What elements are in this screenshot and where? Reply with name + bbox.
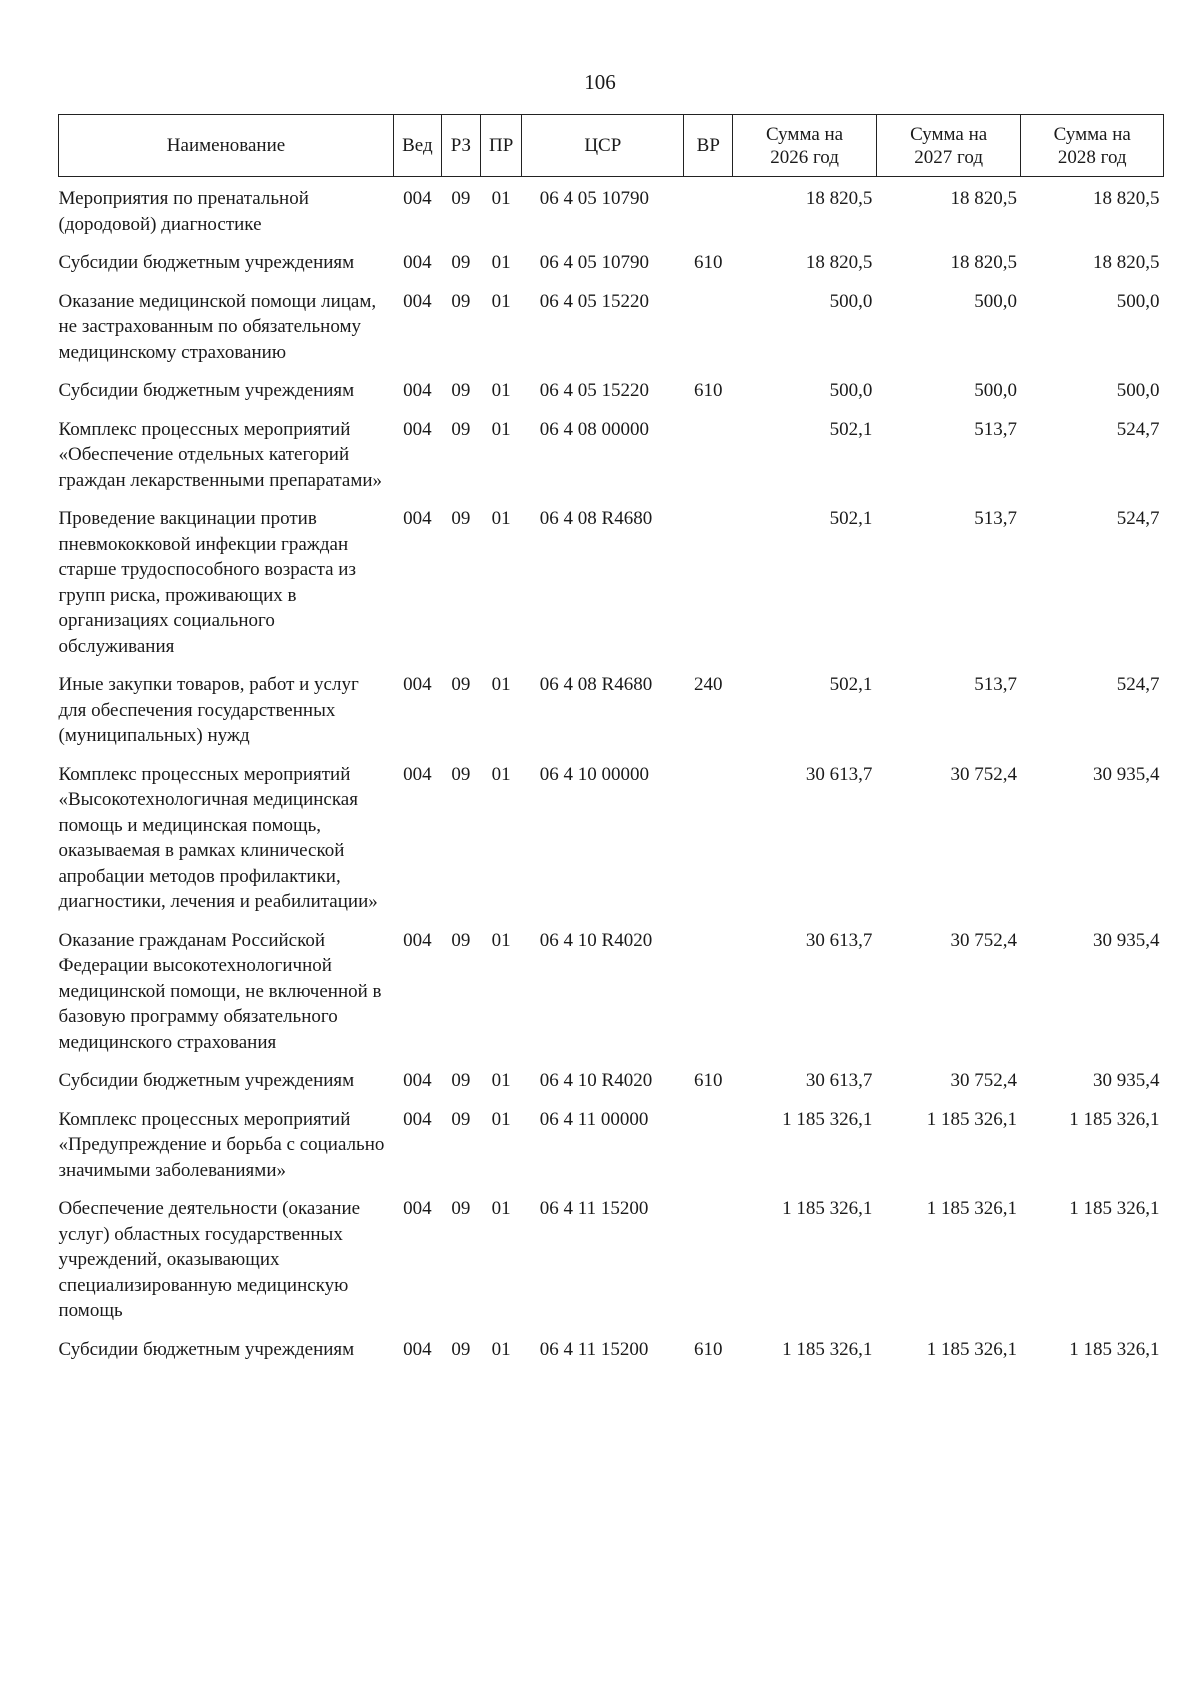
- row-sum-2028-cell: 524,7: [1116, 674, 1160, 695]
- header-rz: РЗ: [441, 115, 480, 177]
- row-sum-2027-cell: 30 752,4: [950, 763, 1017, 785]
- row-sum-2027-cell: 30 752,4: [950, 1070, 1017, 1091]
- row-sum-2026-cell: 30 613,7: [805, 763, 873, 785]
- row-name-cell: Комплекс процессных мероприятий «Предупреждение и борьба с социально значимыми заболеваниями»: [58, 1108, 385, 1181]
- row-sum-2028-cell: 1 185 326,1: [1069, 1198, 1160, 1219]
- table-row: [59, 1098, 1164, 1188]
- row-ved-cell: 004: [403, 674, 432, 695]
- row-name-cell: Субсидии бюджетным учреждениям: [58, 1338, 355, 1360]
- row-ved-cell: 004: [403, 252, 432, 273]
- row-rz-cell: 09: [451, 252, 471, 273]
- row-sum-2026-cell: 502,1: [829, 674, 873, 695]
- row-ved-cell: 004: [403, 763, 432, 785]
- row-rz-cell: 09: [451, 674, 471, 695]
- row-ved-cell: 004: [403, 290, 432, 312]
- row-ved-cell: 004: [403, 380, 432, 401]
- header-ved: Вед: [393, 115, 441, 177]
- row-csr-cell: 06 4 08 R4680: [539, 508, 653, 529]
- header-sum-2027: [876, 115, 1021, 177]
- row-rz-cell: 09: [451, 1070, 471, 1091]
- row-pr-cell: 01: [491, 1198, 511, 1219]
- row-vr-cell: [684, 753, 733, 919]
- header-vr: ВР: [684, 115, 733, 177]
- row-sum-2028-cell: 500,0: [1116, 290, 1160, 312]
- row-ved-cell: 004: [403, 508, 432, 529]
- row-vr-cell: [684, 1187, 733, 1328]
- row-name-cell: Мероприятия по пренатальной (дородовой) диагностике: [58, 188, 309, 235]
- row-name-cell: Оказание гражданам Российской Федерации высокотехнологичной медицинской помощи, не включенной в базовую программу обязательного медицинского страхования: [58, 929, 382, 1053]
- row-sum-2028-cell: 1 185 326,1: [1069, 1108, 1160, 1130]
- row-sum-2027-cell: 18 820,5: [950, 252, 1017, 273]
- row-sum-2028-cell: 30 935,4: [1093, 1070, 1160, 1091]
- row-csr-cell: 06 4 08 R4680: [539, 674, 653, 695]
- row-pr-cell: 01: [491, 1338, 511, 1360]
- row-name-cell: Комплекс процессных мероприятий «Обеспечение отдельных категорий граждан лекарственными препаратами»: [58, 418, 383, 491]
- row-pr-cell: 01: [491, 929, 511, 951]
- row-sum-2026-cell: 502,1: [829, 418, 873, 440]
- table-row: [59, 369, 1164, 408]
- row-sum-2026-cell: 1 185 326,1: [782, 1338, 873, 1360]
- row-vr-cell: [684, 1098, 733, 1188]
- header-sum-2026-line1: Сумма на: [765, 123, 844, 145]
- header-csr: ЦСР: [522, 115, 684, 177]
- row-vr-cell: 610: [694, 1338, 723, 1360]
- table-body: [59, 177, 1164, 1367]
- row-pr-cell: 01: [491, 1108, 511, 1130]
- row-pr-cell: 01: [491, 252, 511, 273]
- row-ved-cell: 004: [403, 929, 432, 951]
- row-pr-cell: 01: [491, 508, 511, 529]
- row-sum-2027-cell: 513,7: [974, 418, 1017, 440]
- table-row: [59, 241, 1164, 280]
- header-sum-2028-line2: 2028 год: [1057, 146, 1127, 168]
- header-pr: ПР: [480, 115, 521, 177]
- row-sum-2027-cell: 30 752,4: [950, 929, 1017, 951]
- row-vr-cell: 240: [694, 674, 723, 695]
- row-ved-cell: 004: [403, 418, 432, 440]
- row-csr-cell: 06 4 05 15220: [539, 290, 650, 312]
- table-header-row: [59, 115, 1164, 177]
- row-rz-cell: 09: [451, 929, 471, 951]
- row-sum-2026-cell: 1 185 326,1: [782, 1108, 873, 1130]
- row-pr-cell: 01: [491, 188, 511, 209]
- row-sum-2027-cell: 1 185 326,1: [926, 1108, 1017, 1130]
- row-csr-cell: 06 4 10 R4020: [539, 929, 653, 951]
- row-csr-cell: 06 4 05 10790: [539, 188, 650, 209]
- row-sum-2026-cell: 30 613,7: [805, 1070, 873, 1091]
- row-sum-2028-cell: 18 820,5: [1093, 188, 1160, 209]
- row-sum-2028-cell: 500,0: [1116, 380, 1160, 401]
- row-name-cell: Субсидии бюджетным учреждениям: [58, 252, 355, 273]
- row-sum-2026-cell: 500,0: [829, 290, 873, 312]
- row-ved-cell: 004: [403, 1338, 432, 1360]
- row-csr-cell: 06 4 08 00000: [539, 418, 650, 440]
- header-sum-2026: [733, 115, 877, 177]
- header-sum-2027-line1: Сумма на: [910, 123, 988, 145]
- row-csr-cell: 06 4 05 10790: [539, 252, 650, 273]
- row-pr-cell: 01: [491, 763, 511, 785]
- row-name-cell: Оказание медицинской помощи лицам, не застрахованным по обязательному медицинскому страхованию: [58, 290, 377, 363]
- row-csr-cell: 06 4 10 R4020: [539, 1070, 653, 1091]
- row-rz-cell: 09: [451, 188, 471, 209]
- row-name-cell: Проведение вакцинации против пневмококковой инфекции граждан старше трудоспособного возраста из групп риска, проживающих в организациях социального обслуживания: [58, 508, 356, 657]
- row-sum-2028-cell: 524,7: [1116, 508, 1160, 529]
- table-row: [59, 753, 1164, 919]
- table-row: [59, 280, 1164, 370]
- row-sum-2027-cell: 1 185 326,1: [926, 1338, 1017, 1360]
- row-rz-cell: 09: [451, 290, 471, 312]
- row-pr-cell: 01: [491, 380, 511, 401]
- table-row: [59, 497, 1164, 663]
- row-vr-cell: [684, 408, 733, 498]
- row-vr-cell: 610: [694, 1070, 723, 1091]
- budget-table: [58, 114, 1164, 1366]
- row-csr-cell: 06 4 05 15220: [539, 380, 650, 401]
- table-row: [59, 663, 1164, 753]
- row-pr-cell: 01: [491, 418, 511, 440]
- row-sum-2028-cell: 30 935,4: [1093, 763, 1160, 785]
- row-sum-2028-cell: 1 185 326,1: [1069, 1338, 1160, 1360]
- row-rz-cell: 09: [451, 418, 471, 440]
- row-rz-cell: 09: [451, 1108, 471, 1130]
- row-name-cell: Обеспечение деятельности (оказание услуг) областных государственных учреждений, оказывающих специализированную медицинскую помощь: [58, 1198, 361, 1321]
- row-sum-2027-cell: 18 820,5: [950, 188, 1017, 209]
- header-name: Наименование: [59, 115, 394, 177]
- row-sum-2027-cell: 500,0: [974, 380, 1017, 401]
- row-name-cell: Иные закупки товаров, работ и услуг для обеспечения государственных (муниципальных) нужд: [58, 674, 359, 746]
- page-number: 106: [584, 70, 616, 94]
- row-rz-cell: 09: [451, 1338, 471, 1360]
- row-name-cell: Комплекс процессных мероприятий «Высокотехнологичная медицинская помощь и медицинская помощь, оказываемая в рамках клинической апробации методов профилактики, диагностики, лечения и реабилитации»: [58, 763, 378, 912]
- row-pr-cell: 01: [491, 1070, 511, 1091]
- row-ved-cell: 004: [403, 1070, 432, 1091]
- row-vr-cell: 610: [694, 380, 723, 401]
- header-sum-2026-line2: 2026 год: [770, 146, 839, 168]
- row-sum-2028-cell: 524,7: [1116, 418, 1160, 440]
- row-name-cell: Субсидии бюджетным учреждениям: [58, 1070, 355, 1091]
- row-vr-cell: 610: [694, 252, 723, 273]
- row-vr-cell: [684, 280, 733, 370]
- header-sum-2027-line2: 2027 год: [914, 146, 983, 168]
- row-rz-cell: 09: [451, 763, 471, 785]
- row-vr-cell: [684, 919, 733, 1060]
- row-csr-cell: 06 4 10 00000: [539, 763, 650, 785]
- row-rz-cell: 09: [451, 380, 471, 401]
- row-pr-cell: 01: [491, 674, 511, 695]
- row-csr-cell: 06 4 11 15200: [539, 1338, 649, 1360]
- row-sum-2026-cell: 1 185 326,1: [782, 1198, 873, 1219]
- row-sum-2026-cell: 18 820,5: [805, 188, 873, 209]
- row-vr-cell: [684, 497, 733, 663]
- table-row: [59, 1328, 1164, 1367]
- row-sum-2027-cell: 500,0: [974, 290, 1017, 312]
- row-ved-cell: 004: [403, 1108, 432, 1130]
- row-sum-2027-cell: 513,7: [974, 674, 1017, 695]
- row-ved-cell: 004: [403, 188, 432, 209]
- table-row: [59, 177, 1164, 242]
- header-sum-2028-line1: Сумма на: [1053, 123, 1131, 145]
- table-row: [59, 919, 1164, 1060]
- row-rz-cell: 09: [451, 508, 471, 529]
- table-row: [59, 1187, 1164, 1328]
- row-sum-2026-cell: 18 820,5: [805, 252, 873, 273]
- row-sum-2026-cell: 30 613,7: [805, 929, 873, 951]
- row-sum-2027-cell: 1 185 326,1: [926, 1198, 1017, 1219]
- row-pr-cell: 01: [491, 290, 511, 312]
- row-sum-2027-cell: 513,7: [974, 508, 1017, 529]
- row-sum-2028-cell: 18 820,5: [1093, 252, 1160, 273]
- row-csr-cell: 06 4 11 15200: [539, 1198, 649, 1219]
- row-vr-cell: [684, 177, 733, 242]
- header-sum-2028: [1021, 115, 1164, 177]
- row-name-cell: Субсидии бюджетным учреждениям: [58, 380, 355, 401]
- row-sum-2026-cell: 500,0: [829, 380, 873, 401]
- table-row: [59, 408, 1164, 498]
- row-ved-cell: 004: [403, 1198, 432, 1219]
- row-sum-2026-cell: 502,1: [829, 508, 873, 529]
- table-row: [59, 1059, 1164, 1098]
- row-csr-cell: 06 4 11 00000: [539, 1108, 649, 1130]
- row-rz-cell: 09: [451, 1198, 471, 1219]
- row-sum-2028-cell: 30 935,4: [1093, 929, 1160, 951]
